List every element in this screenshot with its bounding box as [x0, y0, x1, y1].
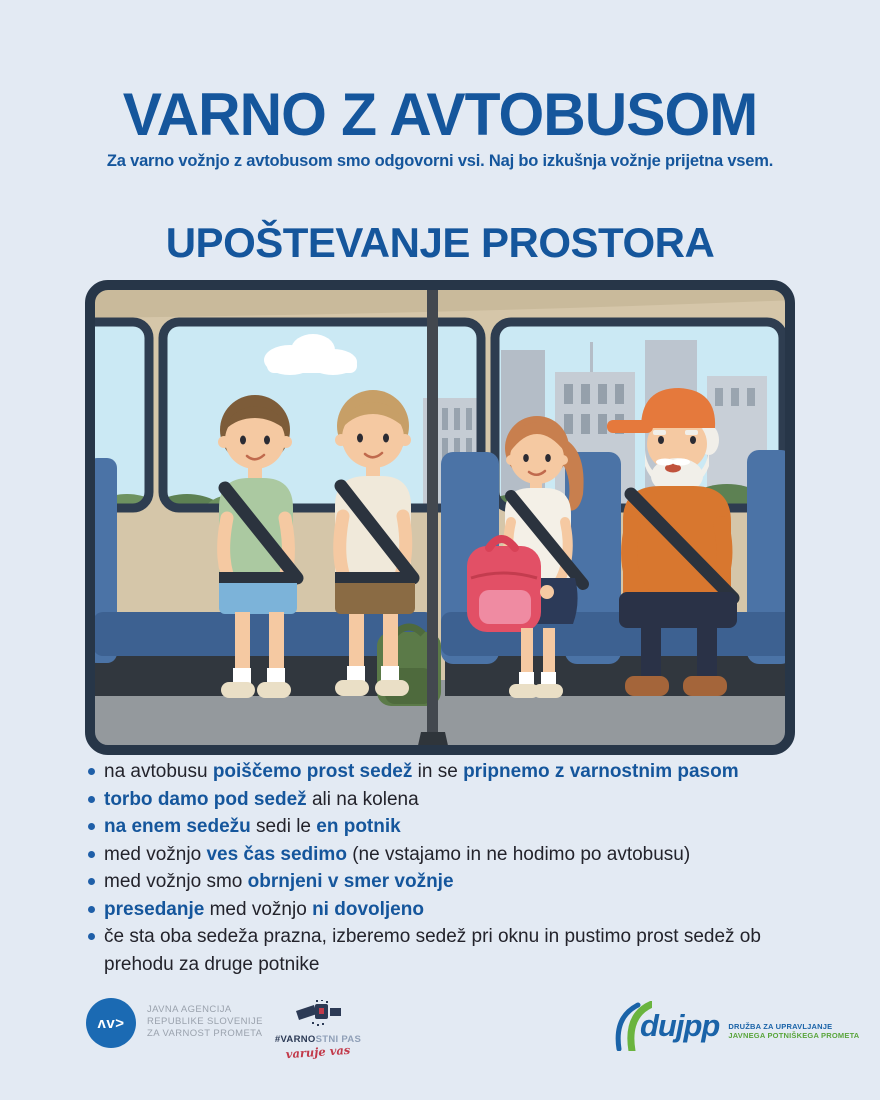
varnostni-pas-logo [258, 1000, 378, 1062]
red-backpack [467, 539, 541, 632]
bus-illustration [85, 280, 795, 755]
rule-text: med vožnjo smo obrnjeni v smer vožnje [104, 871, 454, 892]
dujpp-wordmark: dujpp [640, 1008, 720, 1043]
rule-text: če sta oba sedeža prazna, izberemo sedež pri oknu in pustimo prost sedež ob prehodu za druge potnike [104, 926, 761, 975]
section-heading: UPOŠTEVANJE PROSTORA [165, 219, 715, 266]
bullet-dot [88, 823, 95, 830]
rule-item [86, 758, 802, 786]
rule-text: med vožnjo ves čas sedimo (ne vstajamo in ne hodimo po avtobusu) [104, 843, 691, 865]
bus-scene-svg [85, 280, 795, 755]
rule-text: torbo damo pod sedež ali na kolena [104, 788, 419, 810]
avp-logo [86, 998, 263, 1048]
bullet-dot [88, 796, 95, 803]
bullet-dot [88, 851, 95, 858]
rule-text: na enem sedežu sedi le en potnik [104, 816, 401, 837]
bullet-dot [88, 768, 95, 775]
rule-item [86, 868, 802, 896]
rule-item [86, 923, 802, 978]
varnostni-pas-wordmark: #VARNOSTNI PAS [274, 1034, 362, 1045]
seatbelt-buckle-icon [294, 1000, 342, 1026]
avp-agency-name: JAVNA AGENCIJA REPUBLIKE SLOVENIJE ZA VARNOST PROMETA [147, 1004, 263, 1039]
bullet-dot [88, 933, 95, 940]
dujpp-company-name: DRUŽBA ZA UPRAVLJANJE JAVNEGA POTNIŠKEGA PROMETA [728, 1021, 860, 1040]
avp-monogram-icon: ʌv> [86, 998, 136, 1048]
rule-item [86, 813, 802, 841]
varnostni-pas-tagline: varuje vas [285, 1042, 351, 1062]
rule-item [86, 896, 802, 924]
poster-subtitle: Za varno vožnjo z avtobusom smo odgovorni vsi. Naj bo izkušnja vožnje prijetna vsem. [106, 152, 774, 170]
dujpp-logo [612, 1001, 859, 1051]
rule-text: na avtobusu poiščemo prost sedež in se pripnemo z varnostnim pasom [104, 761, 739, 782]
poster-title: VARNO Z AVTOBUSOM [122, 81, 758, 148]
bullet-dot [88, 878, 95, 885]
rule-text: presedanje med vožnjo ni dovoljeno [104, 898, 424, 920]
rules-list [86, 758, 802, 978]
bullet-dot [88, 906, 95, 913]
footer [0, 995, 880, 1070]
rule-item [86, 786, 802, 814]
rule-item [86, 841, 802, 869]
